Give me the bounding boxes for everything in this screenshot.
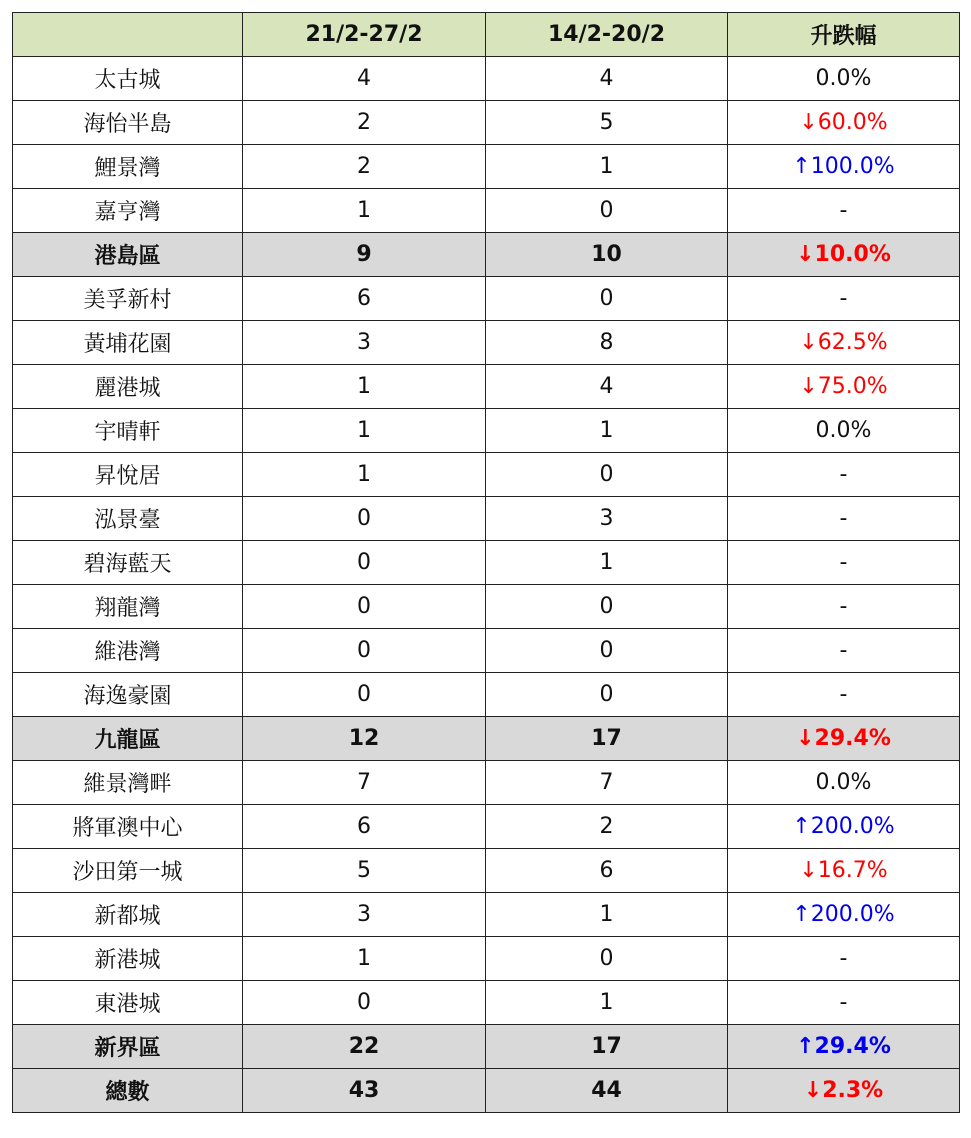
estate-name-cell: 海怡半島 — [13, 101, 243, 145]
estate-name-cell: 海逸豪園 — [13, 673, 243, 717]
subtotal-row — [13, 1069, 960, 1113]
change-cell: ↓16.7% — [728, 849, 960, 893]
subtotal-row — [13, 717, 960, 761]
table-row — [13, 893, 960, 937]
transactions-table-container — [12, 12, 959, 1113]
table-row — [13, 409, 960, 453]
subtotal-row — [13, 1025, 960, 1069]
change-cell: - — [728, 629, 960, 673]
current-week-cell: 9 — [243, 233, 486, 277]
table-row — [13, 673, 960, 717]
current-week-cell: 7 — [243, 761, 486, 805]
estate-name-cell: 麗港城 — [13, 365, 243, 409]
previous-week-cell: 0 — [486, 629, 728, 673]
estate-name-cell: 港島區 — [13, 233, 243, 277]
estate-name-cell: 沙田第一城 — [13, 849, 243, 893]
previous-week-cell: 2 — [486, 805, 728, 849]
previous-week-cell: 4 — [486, 365, 728, 409]
previous-week-cell: 8 — [486, 321, 728, 365]
transactions-table — [12, 12, 960, 1113]
estate-name-cell: 昇悅居 — [13, 453, 243, 497]
estate-name-cell: 黃埔花園 — [13, 321, 243, 365]
estate-name-cell: 維港灣 — [13, 629, 243, 673]
table-row — [13, 145, 960, 189]
subtotal-row — [13, 233, 960, 277]
table-row — [13, 761, 960, 805]
table-row — [13, 497, 960, 541]
change-cell: ↓2.3% — [728, 1069, 960, 1113]
table-row — [13, 981, 960, 1025]
table-row — [13, 937, 960, 981]
current-week-cell: 5 — [243, 849, 486, 893]
previous-week-cell: 3 — [486, 497, 728, 541]
current-week-cell: 1 — [243, 453, 486, 497]
header-current-week: 21/2-27/2 — [243, 13, 486, 57]
current-week-cell: 0 — [243, 585, 486, 629]
estate-name-cell: 泓景臺 — [13, 497, 243, 541]
previous-week-cell: 1 — [486, 409, 728, 453]
estate-name-cell: 嘉亨灣 — [13, 189, 243, 233]
top-strip — [0, 0, 971, 12]
estate-name-cell: 東港城 — [13, 981, 243, 1025]
previous-week-cell: 44 — [486, 1069, 728, 1113]
previous-week-cell: 17 — [486, 1025, 728, 1069]
current-week-cell: 12 — [243, 717, 486, 761]
estate-name-cell: 宇晴軒 — [13, 409, 243, 453]
previous-week-cell: 0 — [486, 673, 728, 717]
header-previous-week: 14/2-20/2 — [486, 13, 728, 57]
change-cell: 0.0% — [728, 409, 960, 453]
estate-name-cell: 維景灣畔 — [13, 761, 243, 805]
change-cell: 0.0% — [728, 761, 960, 805]
estate-name-cell: 九龍區 — [13, 717, 243, 761]
change-cell: - — [728, 585, 960, 629]
change-cell: - — [728, 981, 960, 1025]
change-cell: - — [728, 541, 960, 585]
change-cell: ↑100.0% — [728, 145, 960, 189]
previous-week-cell: 4 — [486, 57, 728, 101]
current-week-cell: 0 — [243, 541, 486, 585]
previous-week-cell: 17 — [486, 717, 728, 761]
change-cell: ↓75.0% — [728, 365, 960, 409]
table-row — [13, 189, 960, 233]
estate-name-cell: 總數 — [13, 1069, 243, 1113]
table-row — [13, 321, 960, 365]
table-row — [13, 585, 960, 629]
change-cell: ↓62.5% — [728, 321, 960, 365]
estate-name-cell: 新都城 — [13, 893, 243, 937]
previous-week-cell: 1 — [486, 541, 728, 585]
estate-name-cell: 太古城 — [13, 57, 243, 101]
current-week-cell: 0 — [243, 673, 486, 717]
table-row — [13, 629, 960, 673]
previous-week-cell: 1 — [486, 893, 728, 937]
current-week-cell: 43 — [243, 1069, 486, 1113]
table-body — [13, 57, 960, 1113]
estate-name-cell: 新港城 — [13, 937, 243, 981]
change-cell: ↓10.0% — [728, 233, 960, 277]
change-cell: ↑200.0% — [728, 805, 960, 849]
estate-name-cell: 碧海藍天 — [13, 541, 243, 585]
current-week-cell: 6 — [243, 805, 486, 849]
current-week-cell: 2 — [243, 145, 486, 189]
current-week-cell: 2 — [243, 101, 486, 145]
change-cell: ↑200.0% — [728, 893, 960, 937]
table-row — [13, 277, 960, 321]
change-cell: - — [728, 673, 960, 717]
previous-week-cell: 0 — [486, 189, 728, 233]
previous-week-cell: 1 — [486, 145, 728, 189]
estate-name-cell: 翔龍灣 — [13, 585, 243, 629]
current-week-cell: 3 — [243, 893, 486, 937]
change-cell: - — [728, 937, 960, 981]
current-week-cell: 1 — [243, 189, 486, 233]
table-row — [13, 57, 960, 101]
previous-week-cell: 0 — [486, 937, 728, 981]
current-week-cell: 22 — [243, 1025, 486, 1069]
change-cell: 0.0% — [728, 57, 960, 101]
table-row — [13, 849, 960, 893]
previous-week-cell: 0 — [486, 277, 728, 321]
change-cell: - — [728, 453, 960, 497]
change-cell: - — [728, 189, 960, 233]
current-week-cell: 0 — [243, 497, 486, 541]
current-week-cell: 1 — [243, 937, 486, 981]
table-row — [13, 805, 960, 849]
previous-week-cell: 7 — [486, 761, 728, 805]
previous-week-cell: 0 — [486, 585, 728, 629]
table-row — [13, 101, 960, 145]
change-cell: ↓60.0% — [728, 101, 960, 145]
current-week-cell: 6 — [243, 277, 486, 321]
current-week-cell: 1 — [243, 409, 486, 453]
current-week-cell: 1 — [243, 365, 486, 409]
current-week-cell: 4 — [243, 57, 486, 101]
previous-week-cell: 5 — [486, 101, 728, 145]
table-row — [13, 365, 960, 409]
current-week-cell: 3 — [243, 321, 486, 365]
table-row — [13, 453, 960, 497]
table-header-row — [13, 13, 960, 57]
header-change: 升跌幅 — [728, 13, 960, 57]
current-week-cell: 0 — [243, 629, 486, 673]
change-cell: - — [728, 497, 960, 541]
estate-name-cell: 鯉景灣 — [13, 145, 243, 189]
estate-name-cell: 美孚新村 — [13, 277, 243, 321]
table-row — [13, 541, 960, 585]
estate-name-cell: 將軍澳中心 — [13, 805, 243, 849]
estate-name-cell: 新界區 — [13, 1025, 243, 1069]
previous-week-cell: 1 — [486, 981, 728, 1025]
previous-week-cell: 6 — [486, 849, 728, 893]
previous-week-cell: 10 — [486, 233, 728, 277]
header-estate — [13, 13, 243, 57]
change-cell: ↑29.4% — [728, 1025, 960, 1069]
current-week-cell: 0 — [243, 981, 486, 1025]
change-cell: - — [728, 277, 960, 321]
previous-week-cell: 0 — [486, 453, 728, 497]
change-cell: ↓29.4% — [728, 717, 960, 761]
